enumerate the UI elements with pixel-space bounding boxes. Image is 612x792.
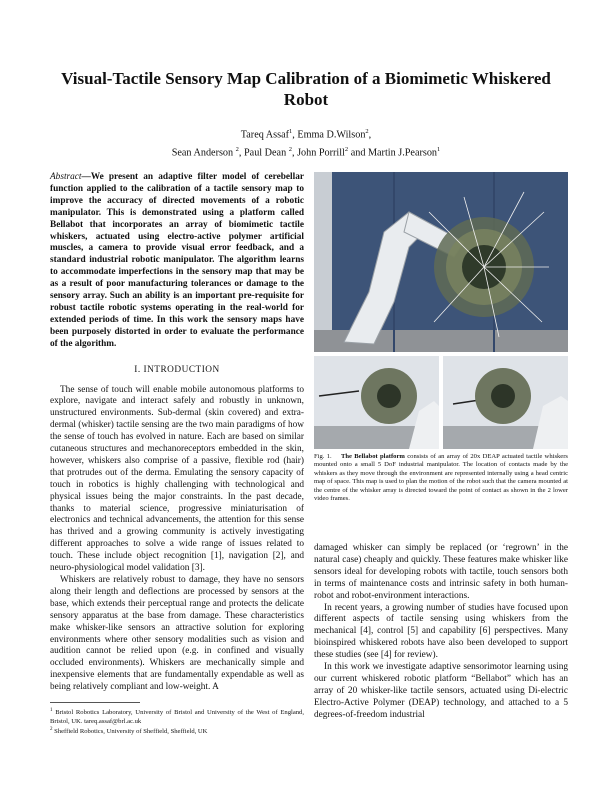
figure-frame-right [443,356,568,449]
abstract-text: —We present an adaptive filter model of cerebellar function applied to the calibration of a tactile sensory map to improve the accuracy of directed movements of a robotic manipulator. This is demonstrated using a platform called Bellabot that incorporates an array of biomimetic tactile whiskers, actuated using electro-active polymer artificial muscles, a camera to provide visual error feedback, and a standard industrial robotic manipulator. The algorithm learns to accommodate imperfections in the sensory map that may be as a result of poor manufacturing tolerances or damage to the sensory array. Such an ability is an important pre-requisite for robust tactile robotic systems operating in the real-world for extended periods of time. In this work the sensory maps have been purposely distorted in order to evaluate the performance of the algorithm. [50,172,304,349]
body-paragraph: The sense of touch will enable mobile autonomous platforms to explore, navigate and interact safely and robustly in unknown, unstructured environments. Sub-dermal (skin covered) and extra-dermal (whisker) tactile sensing are the two main paradigms of how the sense of touch has evolved in nature. Each are based on similar cutaneous structures and mechanoreceptors embedded in the skin, however, whiskers also comprise of a passive, flexible rod (hair) that protrudes out of the derma. Emulating the sensory capacity of touch in robotics is highly challenging with technological and physical issues being the major constraints. In the past decade, thanks to material science, progressive miniaturisation of electronics and technical advancements, the attention for this sense has thrived and a growing community is actively investigating different approaches to solve a wide range of issues related to touch. These include object recognition [1], navigation [2], and neuro-physiological model validation [3]. [50,384,304,574]
left-column [50,172,304,737]
video-frame-icon [443,356,568,449]
body-paragraph: damaged whisker can simply be replaced (or ‘regrown’ in the natural case) cheaply and quickly. These features make whisker like sensors ideal for developing robots with tactile, touch sensors both in terms of maintenance costs and intrinsic safety in both human-robot and robot-environment interactions. [314,543,568,601]
footnote [50,726,304,737]
author-name: Tareq Assaf [240,129,289,141]
right-column [314,543,568,722]
figure-photo-main [314,172,568,352]
author-name: Martin J.Pearson [367,147,438,159]
video-frame-icon [314,356,439,449]
affiliation-mark: 1 [437,146,441,154]
figure-caption-bold: The Bellabot platform [340,453,405,460]
footnote-rule [50,702,140,703]
figure-frame-left [314,356,439,449]
affiliation-mark: 2 [365,128,369,135]
author-name: Paul Dean [244,147,287,159]
affiliation-mark: 1 [289,128,293,135]
author-line-2: Sean Anderson $^2$, Paul Dean $^2$, John Porrill$^2$ and Martin J.Pearson$^1$ [171,146,441,159]
footnote-text: Bristol Robotics Laboratory, University of Bristol and University of the West of England, Bristol, UK. tareq.assaf@brl.ac.uk [50,709,304,725]
body-paragraph: Whiskers are relatively robust to damage, they have no sensors along their length and deflections are processed by sensors at the base, which extends their perceptual range and protects the delicate sensory apparatus at the base from damage. These characteristics make whisker-like sensors an attractive solution for exploring environments where other sensory modalities such as vision and audition cannot be relied upon (e.g. in confined and visually occluded environments). Whiskers are mechanically simple and inexpensive elements that are fundamentally expendable as well as being relatively compliant and low-weight. A [50,575,304,693]
footnote [50,707,304,726]
body-paragraph: In this work we investigate adaptive sensorimotor learning using our current whiskered robotic platform “Bellabot” which has an array of 20 whisker-like tactile sensors, actuated using Di-electric Electro-Active Polymer (DEAP) technology, and attached to a 5 degrees-of-freedom industrial [314,662,568,720]
author-name: John Porrill [297,147,345,159]
figure-caption-text: consists of an array of 20x DEAP actuated tactile whiskers mounted onto a small 5 DoF industrial manipulator. The location of contacts made by the whiskers as they move through the environment are represented internally using a head centric map of space. This map is used to plan the motion of the robot such that the camera mounted at the centre of the whisker array is directed toward the point of contact as shown in the 2 lower video frames. [314,453,569,503]
figure-caption [314,453,568,503]
figure-label: Fig. 1. [314,453,332,460]
abstract-lead: Abstract [50,172,82,182]
abstract [50,172,304,351]
author-list [160,124,452,161]
footnote-mark: 2 [50,727,53,733]
bellabot-photo [314,172,568,352]
body-paragraph: In recent years, a growing number of studies have focused upon different aspects of tactile sensing using whiskers from the mechanical [4], control [5] and capability [6] perspectives. Many bioinspired whiskered robots have also been developed to support these studies (see [4] for review). [314,602,568,661]
author-name: Emma D.Wilson [297,129,366,141]
author-name: Sean Anderson [171,147,234,159]
footnote-mark: 1 [50,708,53,714]
footnote-text: Sheffield Robotics, University of Sheffield, Sheffield, UK [54,728,208,736]
affiliation-mark: 2 [288,146,292,154]
author-line-1: Tareq Assaf$^1$, Emma D.Wilson$^2$, [240,128,372,141]
affiliation-mark: 2 [235,146,239,154]
affiliation-mark: 2 [344,146,349,154]
section-heading: I. INTRODUCTION [134,364,220,375]
paper-title: Visual-Tactile Sensory Map Calibration of a Biomimetic Whiskered Robot [61,69,551,109]
